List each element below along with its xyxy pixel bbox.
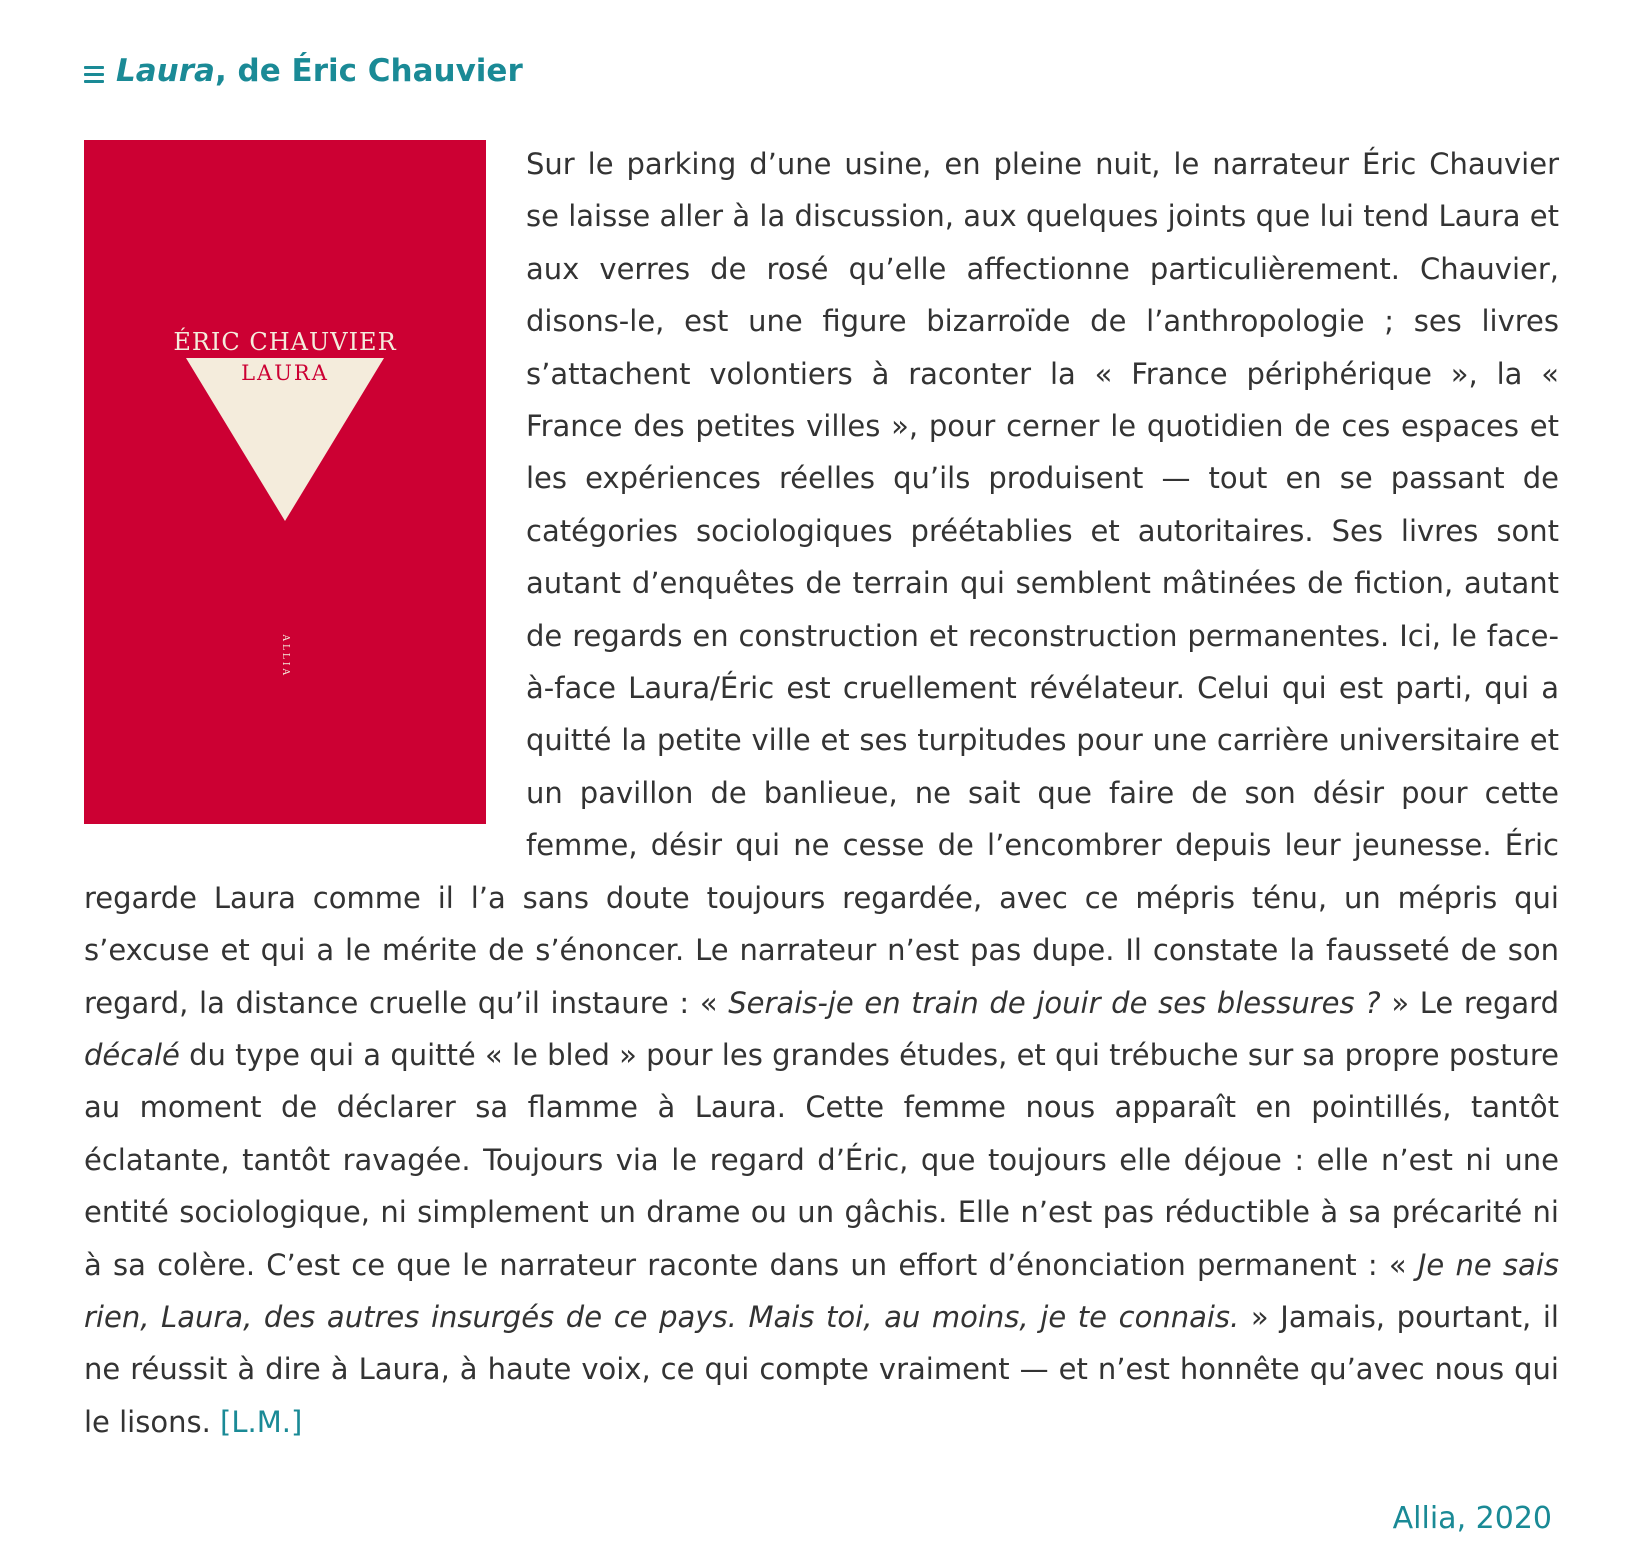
book-cover [84, 140, 486, 824]
review-quote-1: Serais-je en train de jouir de ses blessures ? [728, 985, 1381, 1020]
review-emphasis: décalé [84, 1037, 180, 1072]
review-text-3: du type qui a quitté « le bled » pour les grandes études, et qui trébuche sur sa propre posture au moment de déclarer sa flamme à Laura. Cette femme nous apparaît en pointillés, tantôt éclatante, tantôt ravagée. Toujours via le regard d’Éric, que toujours elle déjoue : elle n’est ni une entité sociologique, ni simplement un drame ou un gâchis. Elle n’est pas réductible à sa précarité ni à sa colère. C’est ce que le narrateur raconte dans un effort d’énonciation permanent : « [84, 1037, 1559, 1282]
title-author: , de Éric Chauvier [214, 53, 523, 89]
review-title[interactable] [84, 48, 1559, 94]
author-signature-link[interactable]: [L.M.] [220, 1404, 303, 1439]
cover-triangle-art [84, 140, 486, 824]
review-quote-2: Je ne sais rien, Laura, des autres insurgés de ce pays. Mais toi, au moins, je te connais. [84, 1247, 1559, 1334]
title-book: Laura [116, 53, 215, 89]
review-text-1: Sur le parking d’une usine, en pleine nuit, le narrateur Éric Chauvier se laisse aller à la discussion, aux quelques joints que lui tend Laura et aux verres de rosé qu’elle affectionne particulièrement. Chauvier, disons-le, est une figure bizarroïde de l’anthropologie ; ses livres s’attachent volontiers à raconter la « France périphérique », la « France des petites villes », pour cerner le quotidien de ces espaces et les expériences réelles qu’ils produisent — tout en se passant de catégories sociologiques préétablies et autoritaires. Ses livres sont autant d’enquêtes de terrain qui semblent mâtinées de fiction, autant de regards en construction et reconstruction permanentes. Ici, le face-à-face Laura/Éric est cruellement révélateur. Celui qui est parti, qui a quitté la petite ville et ses turpitudes pour une carrière universitaire et un pavillon de banlieue, ne sait que faire de son désir pour cette femme, désir qui ne cesse de l’encombrer depuis leur jeunesse. Éric regarde Laura comme il l’a sans doute toujours regardée, avec ce mépris ténu, un mépris qui s’excuse et qui a le mérite de s’énoncer. Le narrateur n’est pas dupe. Il constate la fausseté de son regard, la distance cruelle qu’il instaure : « [84, 147, 1559, 1020]
review-body [84, 138, 1559, 1448]
review-text-2: » Le regard [1380, 985, 1560, 1020]
review-text-4: » Jamais, pourtant, il ne réussit à dire à Laura, à haute voix, ce qui compte vraiment — et n’est honnête qu’avec nous qui le lisons. [84, 1299, 1559, 1439]
title-text [116, 48, 523, 94]
cover-publisher: ALLIA [280, 634, 291, 678]
menu-icon[interactable] [84, 65, 104, 83]
cover-author: ÉRIC CHAUVIER [173, 328, 397, 356]
cover-title: LAURA [241, 361, 329, 385]
publisher-source[interactable]: Allia, 2020 [1392, 1501, 1552, 1536]
review-article [84, 48, 1559, 1448]
